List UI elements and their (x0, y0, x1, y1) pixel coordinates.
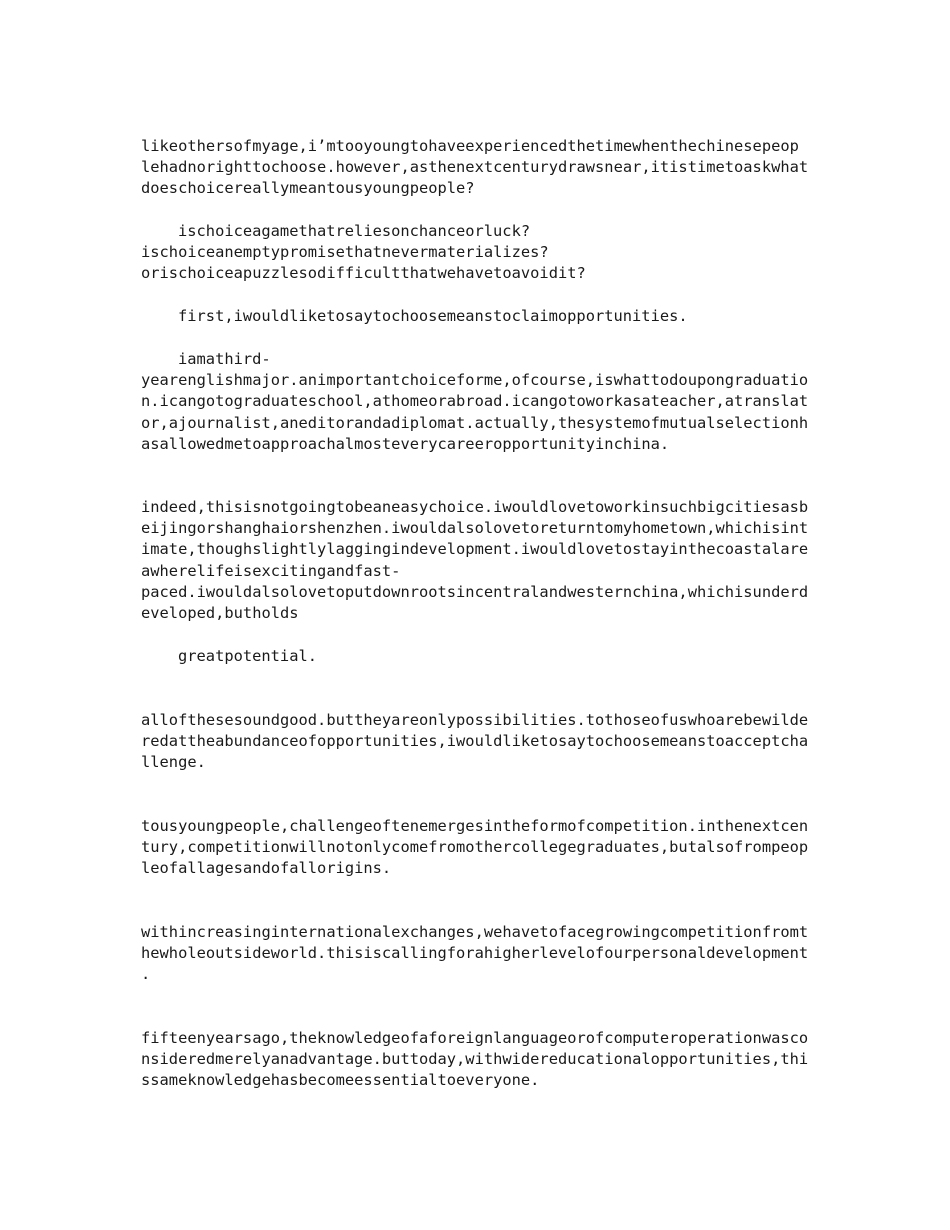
text-line: llenge. (141, 753, 206, 772)
text-line: hewholeoutsideworld.thisiscallingforahigherlevelofourpersonaldevelopment (141, 944, 809, 963)
paragraph-4 (141, 349, 813, 455)
text-line: indeed,thisisnotgoingtobeaneasychoice.iwouldlovetoworkinsuchbigcitiesasb (141, 498, 809, 516)
text-line: eijingorshanghaiorshenzhen.iwouldalsolovetoreturntomyhometown,whichisint (141, 519, 809, 538)
paragraph-3 (141, 306, 813, 327)
text-line: n.icangotograduateschool,athomeorabroad.icangotoworkasateacher,atranslat (141, 392, 809, 411)
text-line: likeothersofmyage,i’mtooyoungtohaveexperiencedthetimewhenthechinesepeop (141, 137, 799, 155)
text-line: first,iwouldliketosaytochoosemeanstoclaimopportunities. (178, 307, 688, 325)
text-line: iamathird- (178, 350, 271, 368)
paragraph-1 (141, 136, 813, 200)
text-line: ischoiceanemptypromisethatnevermaterializes? (141, 243, 549, 262)
text-line: ssameknowledgehasbecomeessentialtoeveryone. (141, 1071, 540, 1090)
paragraph-9 (141, 922, 813, 986)
text-line: tousyoungpeople,challengeoftenemergesintheformofcompetition.inthenextcen (141, 817, 809, 835)
text-line: awherelifeisexcitingandfast- (141, 561, 401, 580)
paragraph-8 (141, 816, 813, 880)
text-line: lehadnorighttochoose.however,asthenextcenturydrawsnear,itistimetoaskwhat (141, 158, 809, 177)
text-line: ischoiceagamethatreliesonchanceorluck? (178, 222, 531, 240)
text-line: imate,thoughslightlylaggingindevelopment.iwouldlovetostayinthecoastalare (141, 540, 809, 559)
text-line: redattheabundanceofopportunities,iwouldliketosaytochoosemeanstoacceptcha (141, 732, 809, 751)
text-line: greatpotential. (178, 647, 317, 665)
text-line: fifteenyearsago,theknowledgeofaforeignlanguageorofcomputeroperationwasco (141, 1029, 809, 1047)
text-line: doeschoicereallymeantousyoungpeople? (141, 179, 475, 198)
text-line: asallowedmetoapproachalmosteverycareeropportunityinchina. (141, 434, 670, 453)
text-line: . (141, 965, 151, 984)
paragraph-5 (141, 497, 813, 624)
text-line: nsideredmerelyanadvantage.buttoday,withwidereducationalopportunities,thi (141, 1050, 809, 1069)
text-line: or,ajournalist,aneditorandadiplomat.actually,thesystemofmutualselectionh (141, 413, 809, 432)
text-line: paced.iwouldalsolovetoputdownrootsincentralandwesternchina,whichisunderd (141, 582, 809, 601)
text-line: leofallagesandofallorigins. (141, 859, 392, 878)
text-line: tury,competitionwillnotonlycomefromothercollegegraduates,butalsofrompeop (141, 838, 809, 857)
paragraph-6 (141, 646, 813, 667)
paragraph-2 (141, 221, 813, 285)
paragraph-10 (141, 1028, 813, 1092)
text-line: yearenglishmajor.animportantchoiceforme,ofcourse,iswhattodoupongraduatio (141, 371, 809, 390)
text-line: eveloped,butholds (141, 604, 299, 623)
paragraph-7 (141, 710, 813, 774)
text-line: withincreasinginternationalexchanges,wehavetofacegrowingcompetitionfromt (141, 923, 809, 941)
text-line: orischoiceapuzzlesodifficultthatwehavetoavoidit? (141, 264, 586, 283)
text-line: allofthesesoundgood.buttheyareonlypossibilities.tothoseofuswhoarebewilde (141, 711, 809, 729)
